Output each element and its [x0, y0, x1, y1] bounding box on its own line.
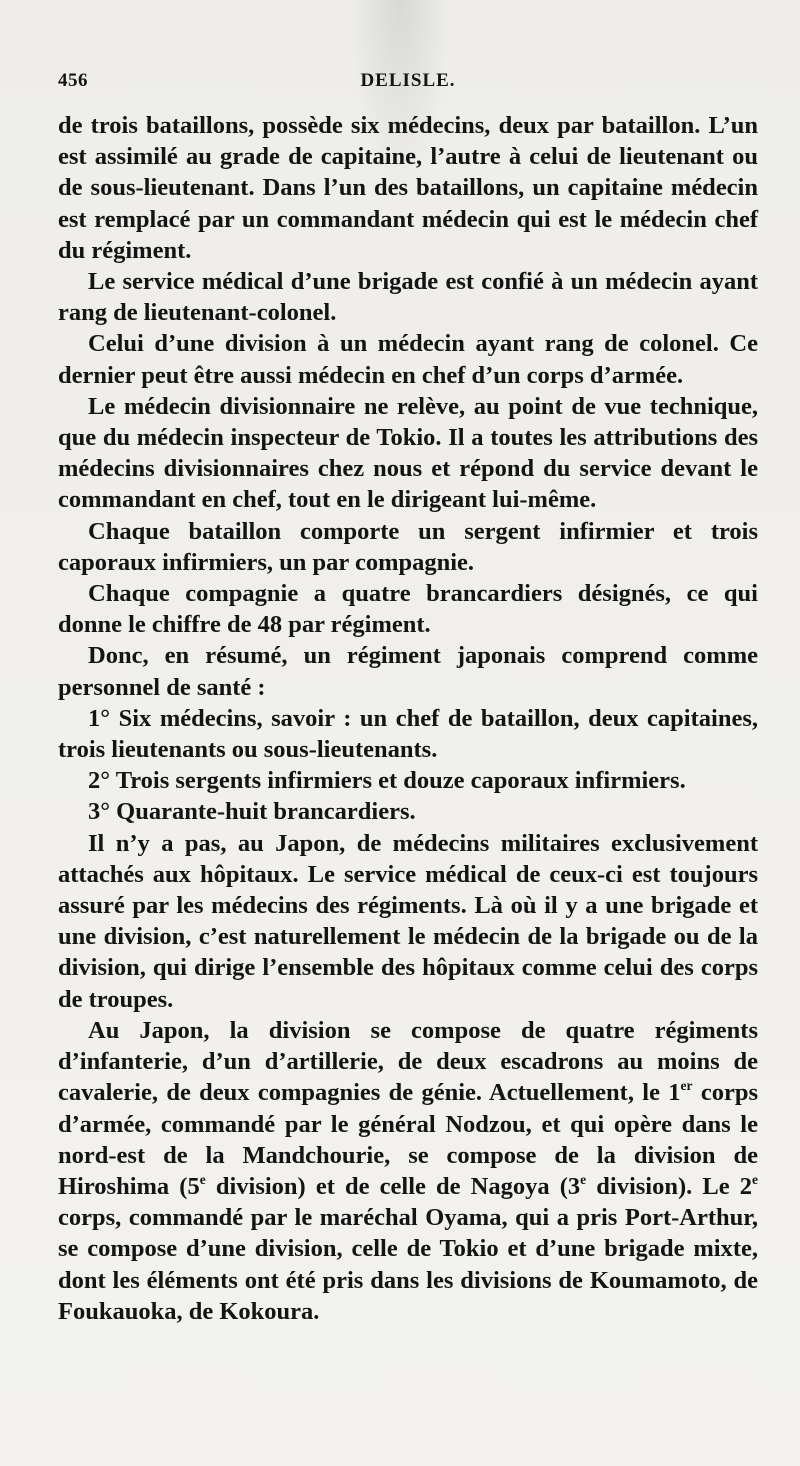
- superscript: e: [199, 1171, 206, 1187]
- text-run: corps d’armée, commandé par le général Nodzou, et qui opère dans le nord-est de la Mandchourie, se compose de la division de Hiroshima (5: [58, 1079, 758, 1200]
- text-run: division) et de celle de Nagoya (3: [205, 1172, 581, 1200]
- text-run: division). Le 2: [586, 1172, 752, 1200]
- text-run: corps, commandé par le maréchal Oyama, qui a pris Port-Arthur, se compose d’une division, celle de Tokio et d’une brigade mixte, dont les éléments ont été pris dans les divisions de Koumamoto, de Foukauoka, de Kokoura.: [58, 1204, 758, 1325]
- running-head: DELISLE.: [360, 70, 456, 91]
- text-run: Au Japon, la division se compose de quatre régiments d’infanterie, d’un d’artillerie, de deux escadrons au moins de cavalerie, de deux compagnies de génie. Actuellement, le 1: [58, 1016, 758, 1107]
- superscript: e: [752, 1171, 758, 1187]
- paragraph-battalion: Chaque bataillon comporte un sergent infirmier et trois caporaux infirmiers, un par compagnie.: [58, 517, 758, 576]
- body-text: [58, 110, 758, 1327]
- paragraph-divisional-doctor: Le médecin divisionnaire ne relève, au point de vue technique, que du médecin inspecteur de Tokio. Il a toutes les attributions des médecins divisionnaires chez nous et répond du service devant le commandant en chef, tout en le dirigeant lui-même.: [58, 392, 758, 514]
- paragraph-summary: Donc, en résumé, un régiment japonais comprend comme personnel de santé :: [58, 642, 758, 701]
- paragraph-brigade: Le service médical d’une brigade est confié à un médecin ayant rang de lieutenant-colonel.: [58, 268, 758, 327]
- superscript: e: [580, 1171, 587, 1187]
- paragraph-hospitals: Il n’y a pas, au Japon, de médecins militaires exclusivement attachés aux hôpitaux. Le service médical de ceux-ci est toujours assuré par les médecins des régiments. Là où il y a une brigade et une division, c’est naturellement le médecin de la brigade ou de la division, qui dirige l’ensemble des hôpitaux comme celui des corps de troupes.: [58, 829, 758, 1013]
- paragraph-division: Celui d’une division à un médecin ayant rang de colonel. Ce dernier peut être aussi médecin en chef d’un corps d’armée.: [58, 330, 758, 389]
- page-header: [58, 70, 758, 98]
- paragraph-japan-division: [58, 1015, 758, 1327]
- list-item-2: 2° Trois sergents infirmiers et douze caporaux infirmiers.: [88, 767, 686, 795]
- paragraph-company: Chaque compagnie a quatre brancardiers désignés, ce qui donne le chiffre de 48 par régiment.: [58, 580, 758, 639]
- list-item-3: 3° Quarante-huit brancardiers.: [88, 798, 416, 826]
- superscript: er: [680, 1078, 693, 1094]
- list-item-1: 1° Six médecins, savoir : un chef de bataillon, deux capitaines, trois lieutenants ou sous-lieutenants.: [58, 704, 758, 764]
- paragraph-continued: de trois bataillons, possède six médecins, deux par bataillon. L’un est assimilé au grade de capitaine, l’autre à celui de lieutenant ou de sous-lieutenant. Dans l’un des bataillons, un capitaine médecin est remplacé par un commandant médecin qui est le médecin chef du régiment.: [58, 112, 758, 264]
- page-number: 456: [58, 70, 88, 91]
